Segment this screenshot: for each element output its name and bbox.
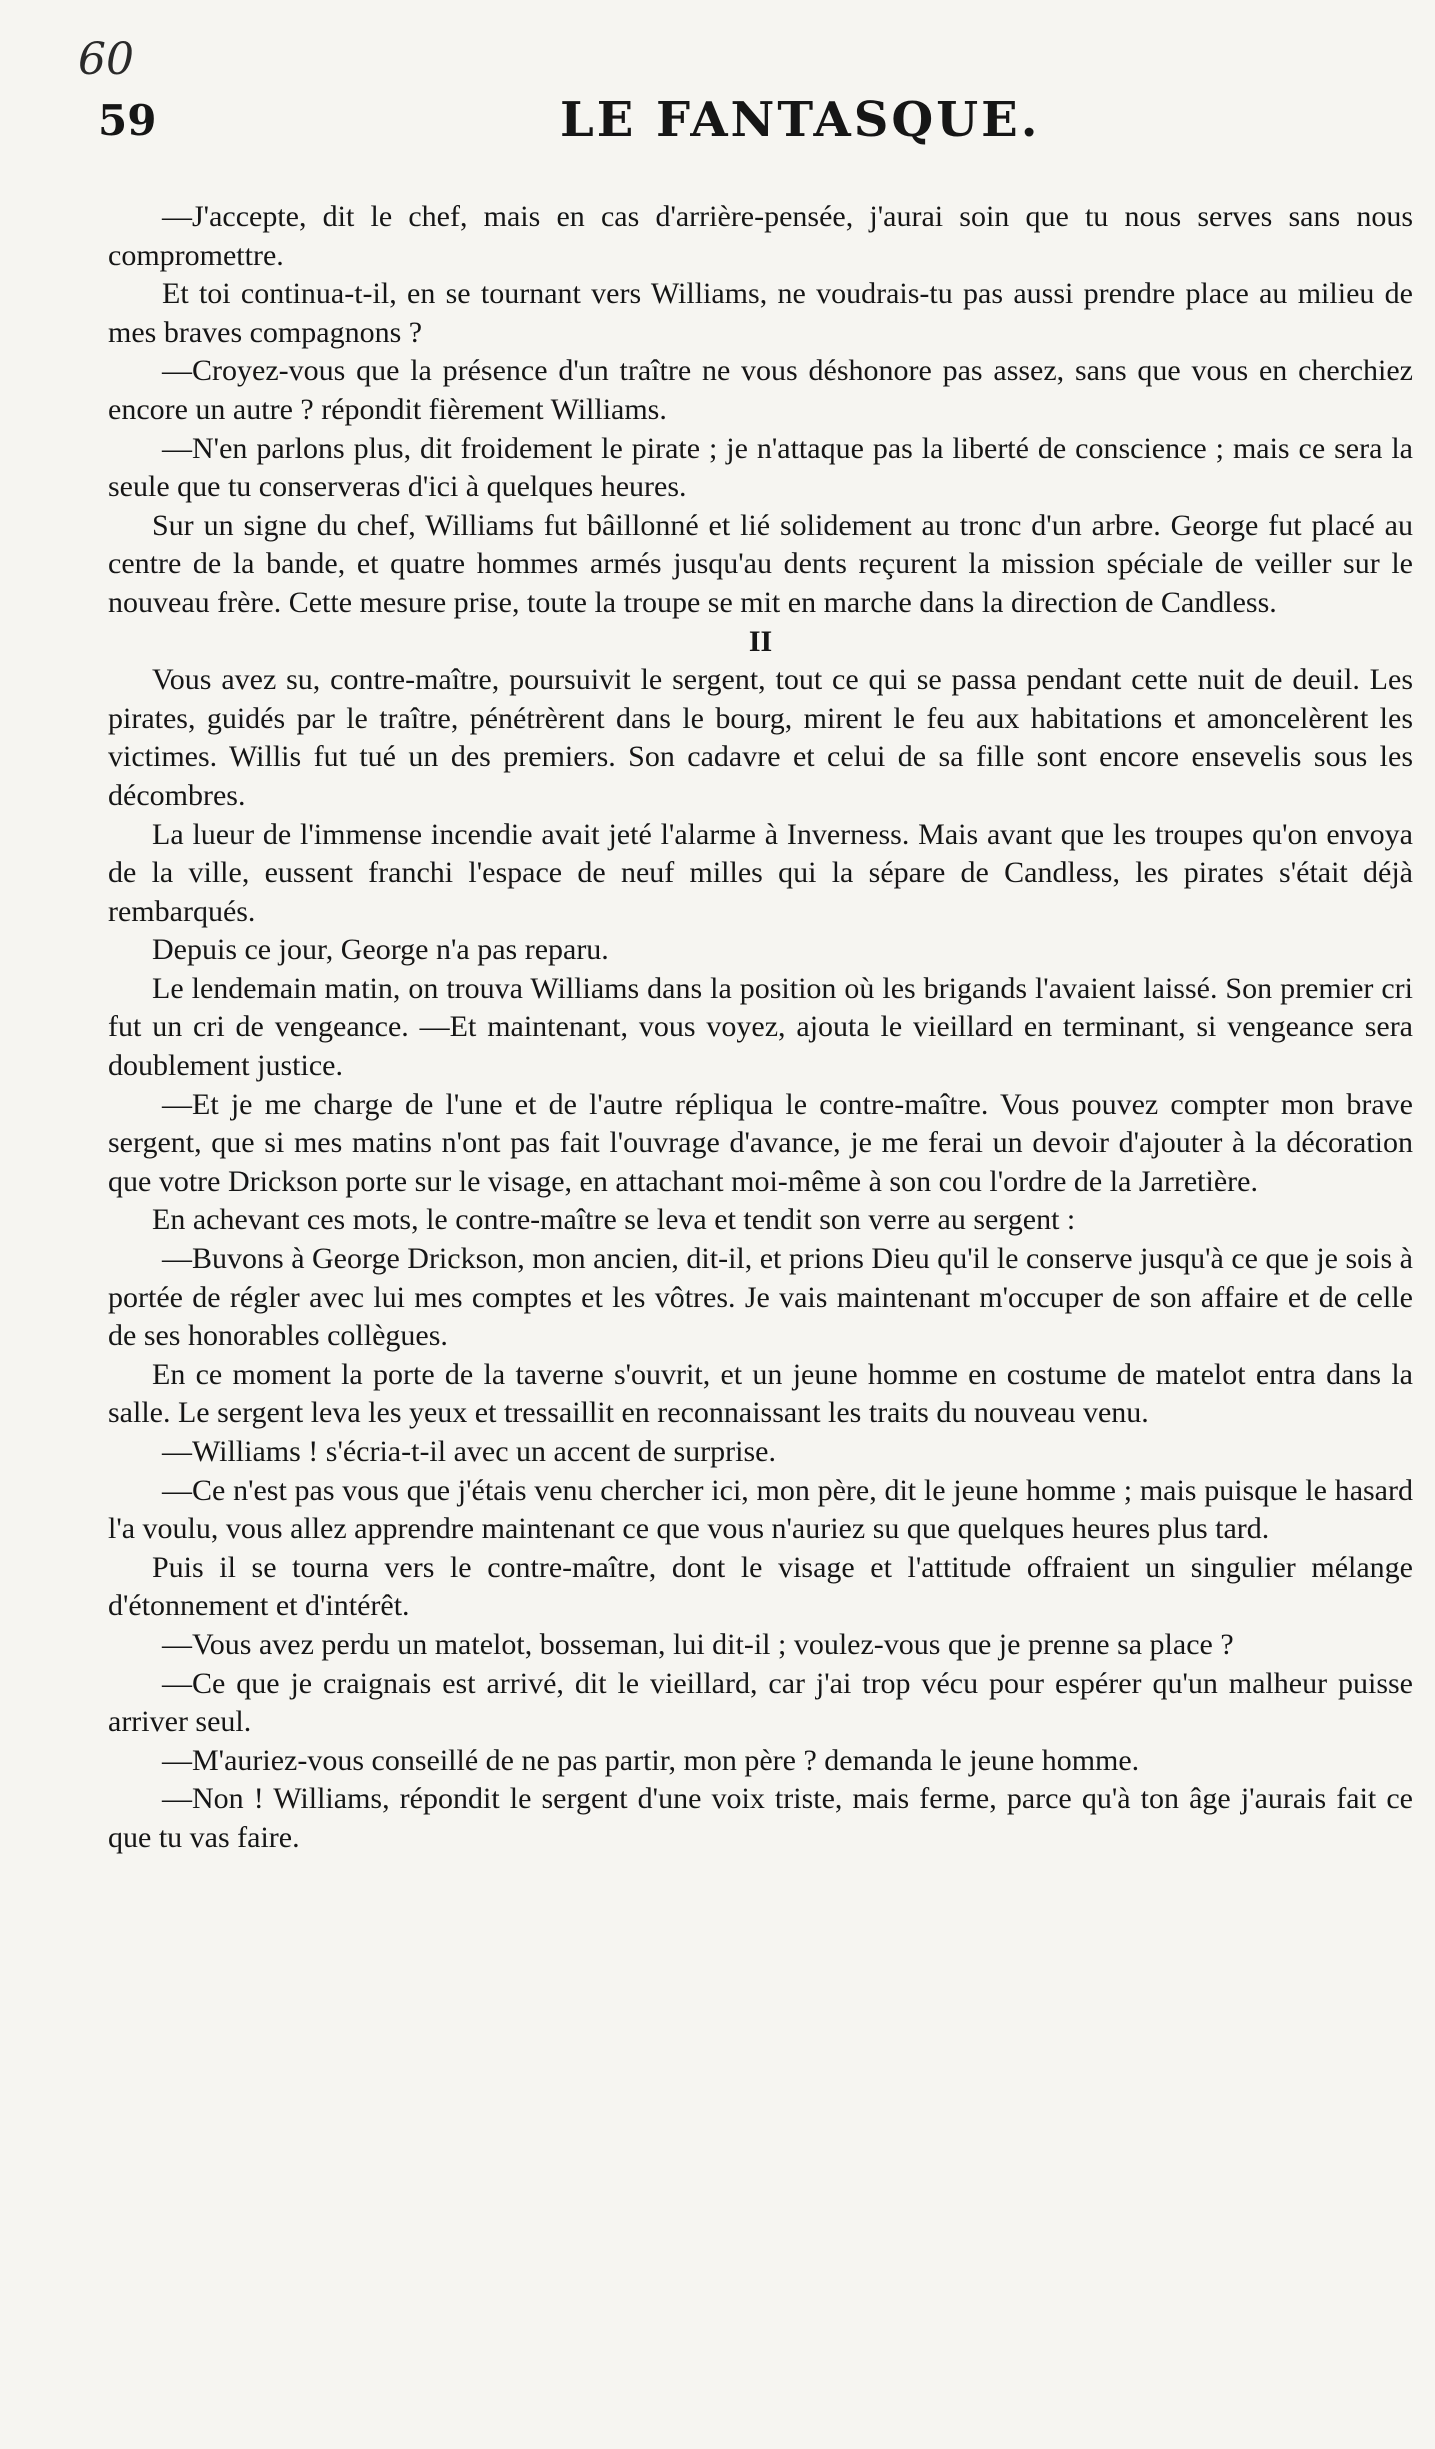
paragraph: La lueur de l'immense incendie avait jeté l'alarme à Inverness. Mais avant que les troupes qu'on envoya de la ville, eussent franchi l'espace de neuf milles qui la sépare de Candless, les pirates s'était déjà rembarqués. (108, 817, 1413, 928)
section-number: II (748, 624, 773, 658)
paragraph: En ce moment la porte de la taverne s'ouvrit, et un jeune homme en costume de matelot entra dans la salle. Le sergent leva les yeux et tressaillit en reconnaissant les traits du nouveau venu. (108, 1357, 1413, 1430)
paragraph: —Croyez-vous que la présence d'un traître ne vous déshonore pas assez, sans que vous en cherchiez encore un autre ? répondit fièrement Williams. (108, 354, 1413, 426)
paragraph: —Non ! Williams, répondit le sergent d'une voix triste, mais ferme, parce qu'à ton âge j'aurais fait ce que tu vas faire. (108, 1782, 1413, 1854)
paragraph: En achevant ces mots, le contre-maître se leva et tendit son verre au sergent : (152, 1203, 1076, 1237)
paragraph: Depuis ce jour, George n'a pas reparu. (152, 933, 609, 967)
article-body (108, 198, 1413, 1858)
paragraph: Le lendemain matin, on trouva Williams dans la position où les brigands l'avaient laissé. Son premier cri fut un cri de vengeance. —Et maintenant, vous voyez, ajouta le vieillard en terminant, si vengeance sera doublement justice. (108, 971, 1413, 1083)
paragraph: —Vous avez perdu un matelot, bosseman, lui dit-il ; voulez-vous que je prenne sa place ? (162, 1627, 1234, 1661)
paragraph: —Ce n'est pas vous que j'étais venu chercher ici, mon père, dit le jeune homme ; mais puisque le hasard l'a voulu, vous allez apprendre maintenant ce que vous n'auriez su que quelques heures plus tard. (108, 1473, 1413, 1546)
paragraph: —Williams ! s'écria-t-il avec un accent de surprise. (162, 1435, 776, 1468)
page-title: LE FANTASQUE. (560, 92, 1041, 148)
handwritten-note: 60 (78, 34, 134, 85)
paragraph: —Buvons à George Drickson, mon ancien, dit-il, et prions Dieu qu'il le conserve jusqu'à ce que je sois à portée de régler avec lui mes comptes et les vôtres. Je vais maintenant m'occuper de son affaire et de celle de ses honorables collègues. (108, 1242, 1413, 1353)
page-number: 59 (98, 96, 157, 145)
paragraph: Vous avez su, contre-maître, poursuivit le sergent, tout ce qui se passa pendant cette nuit de deuil. Les pirates, guidés par le traître, pénétrèrent dans le bourg, mirent le feu aux habitations et amoncelèrent les victimes. Willis fut tué un des premiers. Son cadavre et celui de sa fille sont encore ensevelis sous les décombres. (108, 663, 1413, 812)
paragraph: Sur un signe du chef, Williams fut bâillonné et lié solidement au tronc d'un arbre. George fut placé au centre de la bande, et quatre hommes armés jusqu'au dents reçurent la mission spéciale de veiller sur le nouveau frère. Cette mesure prise, toute la troupe se mit en marche dans la direction de Candless. (108, 508, 1413, 619)
paragraph: —J'accepte, dit le chef, mais en cas d'arrière-pensée, j'aurai soin que tu nous serves sans nous compromettre. (108, 200, 1413, 272)
paragraph: —Et je me charge de l'une et de l'autre répliqua le contre-maître. Vous pouvez compter mon brave sergent, que si mes matins n'ont pas fait l'ouvrage d'avance, je me ferai un devoir d'ajouter à la décoration que votre Drickson porte sur le visage, en attachant moi-même à son cou l'ordre de la Jarretière. (108, 1087, 1413, 1198)
paragraph: —Ce que je craignais est arrivé, dit le vieillard, car j'ai trop vécu pour espérer qu'un malheur puisse arriver seul. (108, 1666, 1413, 1739)
paragraph: —N'en parlons plus, dit froidement le pirate ; je n'attaque pas la liberté de conscience ; mais ce sera la seule que tu conserveras d'ici à quelques heures. (108, 431, 1413, 504)
paragraph: —M'auriez-vous conseillé de ne pas partir, mon père ? demanda le jeune homme. (162, 1743, 1140, 1777)
paragraph: Et toi continua-t-il, en se tournant vers Williams, ne voudrais-tu pas aussi prendre place au milieu de mes braves compagnons ? (108, 277, 1413, 349)
paragraph: Puis il se tourna vers le contre-maître, dont le visage et l'attitude offraient un singulier mélange d'étonnement et d'intérêt. (108, 1550, 1413, 1623)
